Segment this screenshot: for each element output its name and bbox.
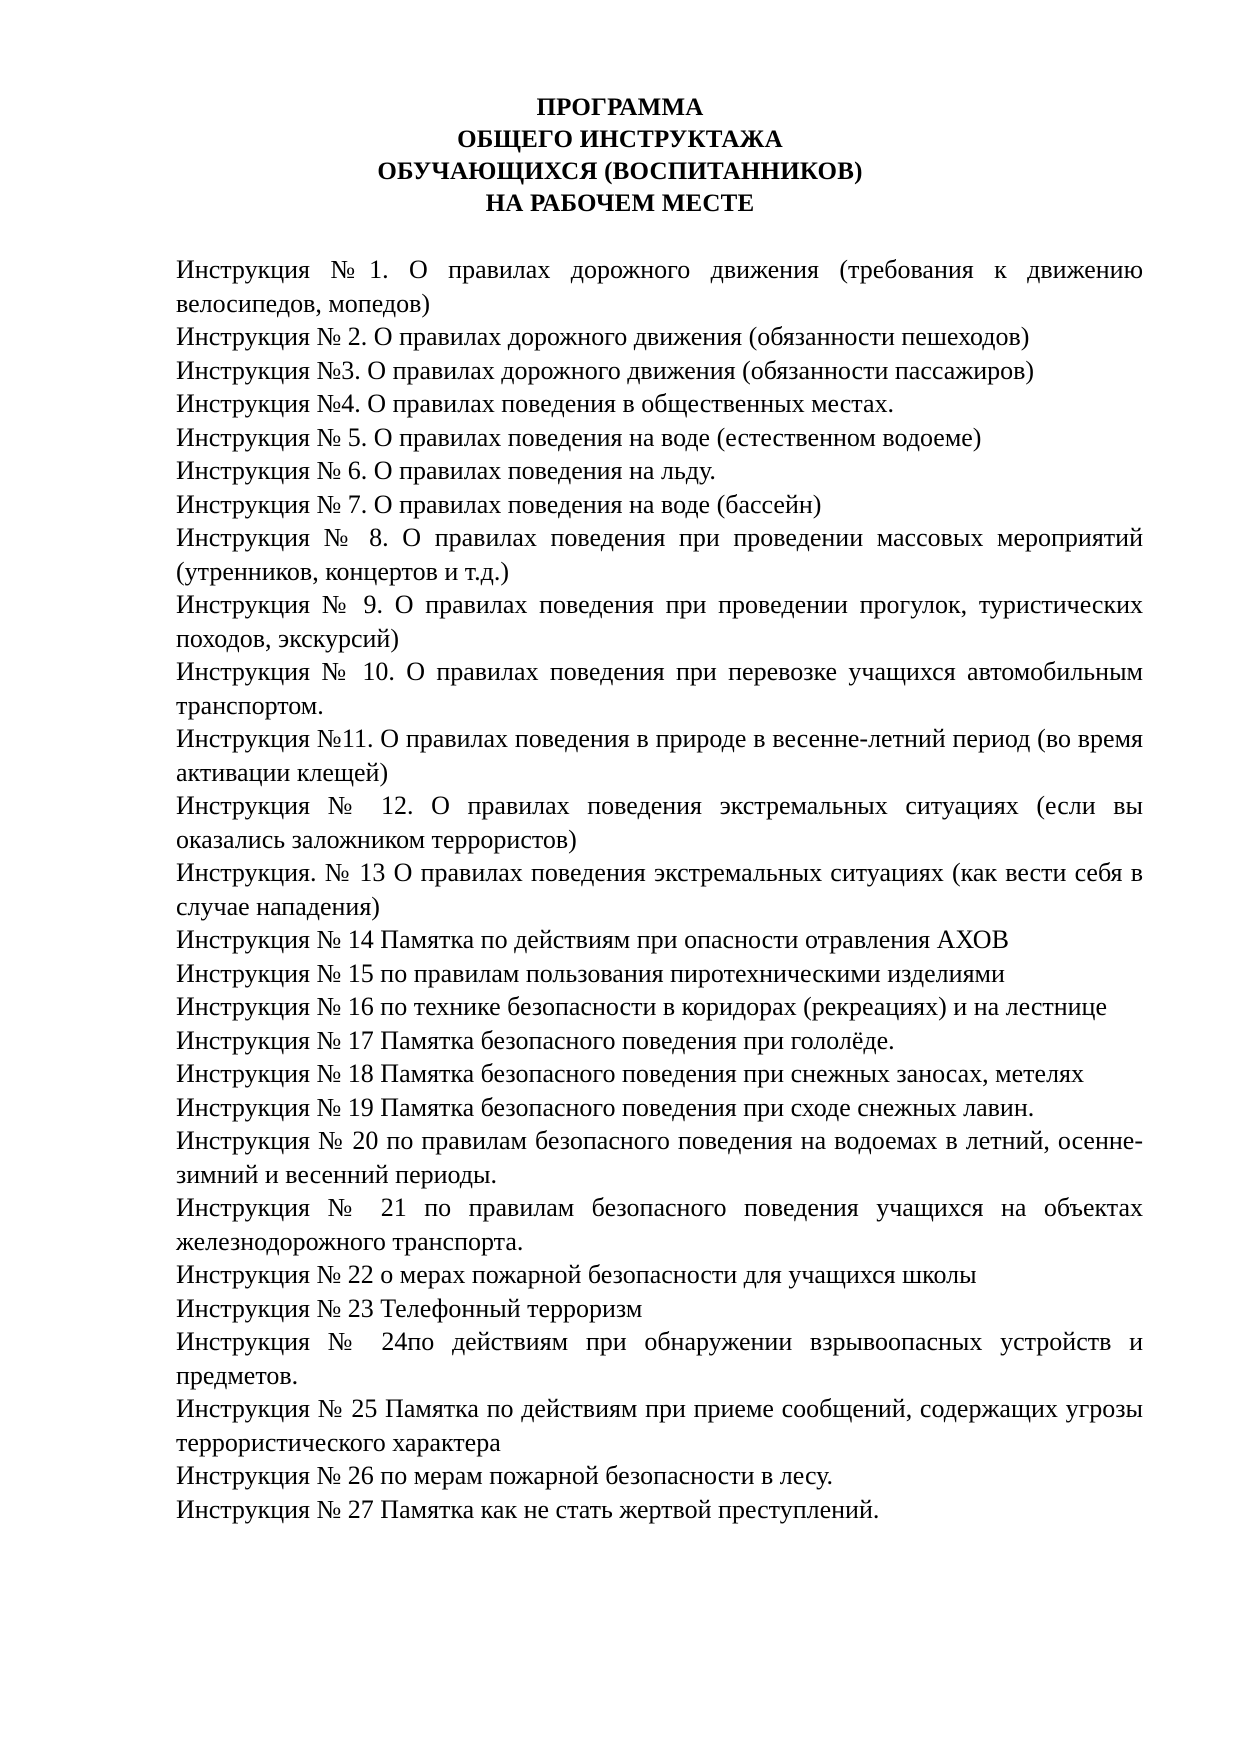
document-title [0,92,1240,220]
instruction-item: Инструкция №11. О правилах поведения в природе в весенне-летний период (во время активации клещей) [176,724,1143,787]
instruction-item: Инструкция № 27 Памятка как не стать жертвой преступлений. [176,1494,880,1524]
instruction-item: Инструкция № 25 Памятка по действиям при приеме сообщений, содержащих угрозы террористического характера [176,1394,1143,1457]
title-line: ПРОГРАММА [536,94,704,121]
title-line: НА РАБОЧЕМ МЕСТЕ [485,190,755,217]
instruction-item: Инструкция №4. О правилах поведения в общественных местах. [176,389,894,418]
instruction-item: Инструкция № 24по действиям при обнаружении взрывоопасных устройств и предметов. [176,1327,1143,1390]
instruction-item: Инструкция № 8. О правилах поведения при проведении массовых мероприятий (утренников, концертов и т.д.) [176,523,1143,586]
instruction-item: Инструкция № 26 по мерам пожарной безопасности в лесу. [176,1461,834,1490]
instruction-item: Инструкция № 14 Памятка по действиям при опасности отравления АХОВ [176,925,1009,954]
instruction-item: Инструкция № 16 по технике безопасности в коридорах (рекреациях) и на лестнице [176,992,1108,1021]
title-line: ОБУЧАЮЩИХСЯ (ВОСПИТАННИКОВ) [377,158,863,185]
instruction-item: Инструкция № 15 по правилам пользования пиротехническими изделиями [176,958,1005,988]
instruction-item: Инструкция № 17 Памятка безопасного поведения при гололёде. [176,1025,895,1055]
instruction-item: Инструкция № 7. О правилах поведения на воде (бассейн) [176,489,822,519]
instruction-item: Инструкция № 21 по правилам безопасного поведения учащихся на объектах железнодорожного транспорта. [176,1193,1143,1256]
instruction-item: Инструкция № 9. О правилах поведения при проведении прогулок, туристических походов, экскурсий) [176,590,1143,653]
instruction-item: Инструкция № 18 Памятка безопасного поведения при снежных заносах, метелях [176,1059,1085,1088]
instruction-item: Инструкция № 12. О правилах поведения экстремальных ситуациях (если вы оказались заложником террористов) [176,791,1143,854]
instruction-item: Инструкция № 22 о мерах пожарной безопасности для учащихся школы [176,1260,977,1289]
instruction-item: Инструкция № 23 Телефонный терроризм [176,1293,643,1323]
instruction-list [176,253,1143,1526]
instruction-item: Инструкция № 5. О правилах поведения на воде (естественном водоеме) [176,422,982,452]
instruction-item: Инструкция № 20 по правилам безопасного поведения на водоемах в летний, осенне-зимний и весенний периоды. [176,1126,1143,1189]
instruction-item: Инструкция № 2. О правилах дорожного движения (обязанности пешеходов) [176,322,1030,351]
instruction-item: Инструкция № 19 Памятка безопасного поведения при сходе снежных лавин. [176,1092,1035,1122]
instruction-item: Инструкция №3. О правилах дорожного движения (обязанности пассажиров) [176,355,1035,385]
instruction-item: Инструкция №1. О правилах дорожного движения (требования к движению велосипедов, мопедов) [176,255,1143,318]
instruction-item: Инструкция № 6. О правилах поведения на льду. [176,456,716,485]
instruction-item: Инструкция № 10. О правилах поведения при перевозке учащихся автомобильным транспортом. [176,657,1143,720]
title-line: ОБЩЕГО ИНСТРУКТАЖА [457,126,783,153]
instruction-item: Инструкция. № 13 О правилах поведения экстремальных ситуациях (как вести себя в случае нападения) [176,858,1143,921]
